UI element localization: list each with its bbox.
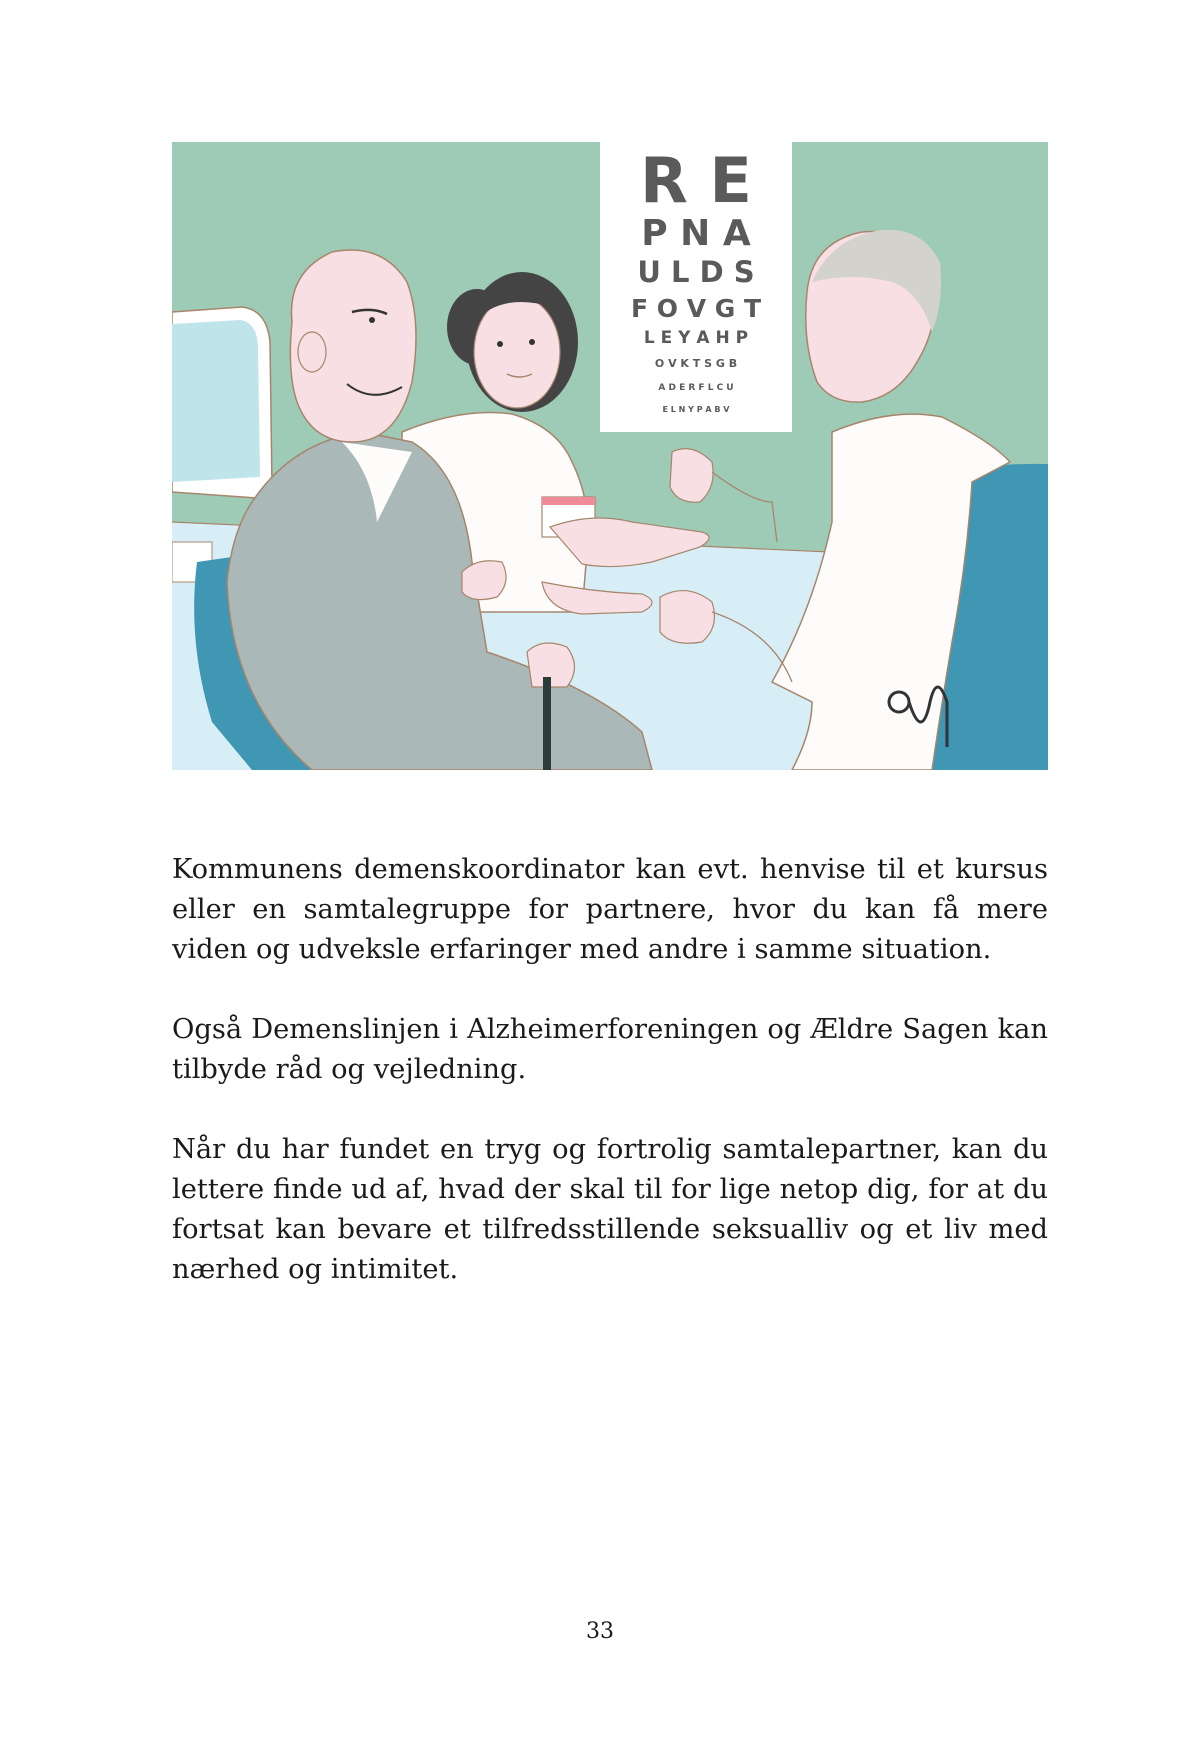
paragraph-3: Når du har fundet en tryg og fortrolig samtalepartner, kan du lettere finde ud af, hvad der skal til for lige netop dig, for at du fortsat kan bevare et tilfredsstillende seksualliv og et liv med nærhed og intimitet. bbox=[172, 1134, 1048, 1285]
body-text bbox=[172, 850, 1048, 1330]
eye-chart bbox=[600, 142, 792, 432]
paragraph-2: Også Demenslinjen i Alzheimerforeningen og Ældre Sagen kan tilbyde råd og vejledning. bbox=[172, 1014, 1048, 1085]
eye-chart-row-5: L E Y A H P bbox=[643, 328, 749, 348]
paragraph-1: Kommunens demenskoordinator kan evt. henvise til et kursus eller en samtalegruppe for partnere, hvor du kan få mere viden og udveksle erfaringer med andre i samme situation. bbox=[172, 854, 1048, 965]
eye-chart-row-1: R E bbox=[640, 144, 752, 217]
eye-chart-row-7: A D E R F L C U bbox=[658, 383, 734, 393]
consultation-illustration bbox=[172, 142, 1048, 770]
eye-chart-row-4: F O V G T bbox=[630, 294, 762, 323]
eye-chart-row-8: E L N Y P A B V bbox=[662, 405, 730, 414]
illustration-svg bbox=[172, 142, 1048, 770]
page-number: 33 bbox=[586, 1619, 614, 1644]
eye-chart-row-6: O V K T S G B bbox=[654, 357, 738, 370]
eye-chart-row-2: P N A bbox=[641, 213, 751, 254]
eye-chart-row-3: U L D S bbox=[637, 255, 755, 289]
walking-cane bbox=[543, 677, 551, 770]
